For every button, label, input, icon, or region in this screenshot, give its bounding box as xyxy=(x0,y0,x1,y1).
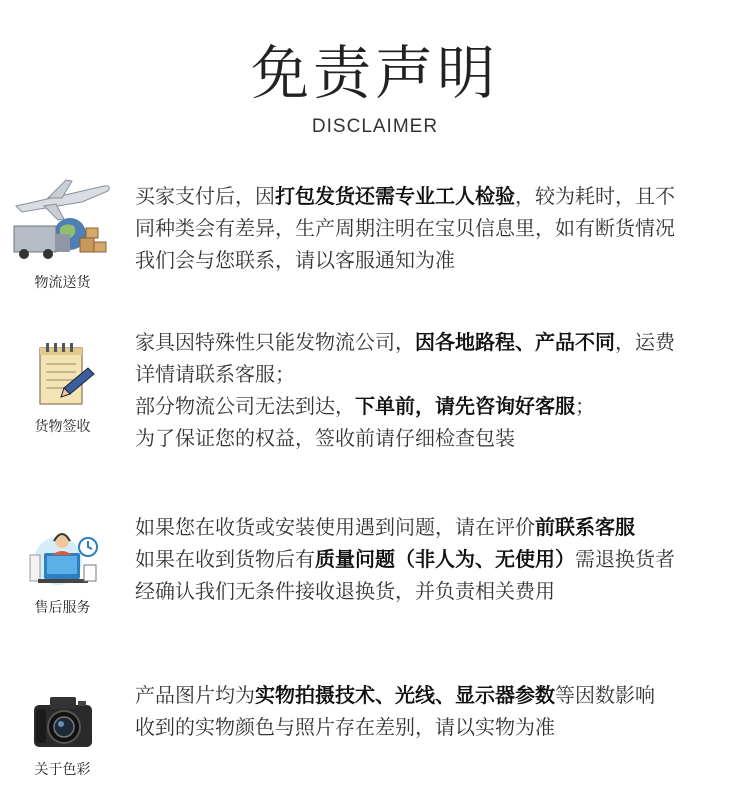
text-line xyxy=(135,422,747,454)
plain-text: 买家支付后，因 xyxy=(135,184,275,208)
plain-text: 经确认我们无条件接收退换货，并负责相关费用 xyxy=(135,579,555,603)
plain-text: ； xyxy=(575,394,595,418)
section-label: 货物签收 xyxy=(34,419,91,435)
receipt-icon-group xyxy=(0,340,125,436)
after-sales-icon-group xyxy=(0,525,125,617)
text-line xyxy=(135,326,747,358)
plain-text: ，运费 xyxy=(615,330,675,354)
plain-text: 如果在收到货物后有 xyxy=(135,547,315,571)
color-icon-group xyxy=(0,691,125,779)
text-line xyxy=(135,244,747,276)
text-line xyxy=(135,679,747,711)
plain-text: 收到的实物颜色与照片存在差别，请以实物为准 xyxy=(135,715,555,739)
section-label: 售后服务 xyxy=(34,600,91,616)
notepad-icon xyxy=(28,340,98,412)
section-text xyxy=(135,511,747,607)
text-line xyxy=(135,575,747,607)
text-line xyxy=(135,543,747,575)
emphasis-text: 因各地路程、产品不同 xyxy=(415,330,615,354)
section-label: 关于色彩 xyxy=(34,762,91,778)
section-label: 物流送货 xyxy=(34,275,91,291)
text-line xyxy=(135,390,747,422)
plain-text: 我们会与您联系，请以客服通知为准 xyxy=(135,248,455,272)
plain-text: 为了保证您的权益，签收前请仔细检查包装 xyxy=(135,426,515,450)
text-line xyxy=(135,212,747,244)
text-line xyxy=(135,358,747,390)
plain-text: 部分物流公司无法到达， xyxy=(135,394,355,418)
logistics-icon-group xyxy=(0,176,125,292)
section-text xyxy=(135,679,747,743)
text-line xyxy=(135,180,747,212)
page-title: 免责声明 xyxy=(250,39,499,107)
plain-text: 如果您在收货或安装使用遇到问题，请在评价 xyxy=(135,515,535,539)
text-line xyxy=(135,711,747,743)
plain-text: ，较为耗时，且不 xyxy=(515,184,675,208)
plain-text: 需退换货者 xyxy=(575,547,675,571)
section-logistics xyxy=(0,168,750,298)
plain-text: 同种类会有差异，生产周期注明在宝贝信息里，如有断货情况 xyxy=(135,216,675,240)
emphasis-text: 下单前，请先咨询好客服 xyxy=(355,394,575,418)
emphasis-text: 实物拍摄技术、光线、显示器参数 xyxy=(255,683,555,707)
section-text xyxy=(135,180,747,276)
plain-text: 家具因特殊性只能发物流公司， xyxy=(135,330,415,354)
camera-icon xyxy=(28,691,98,755)
emphasis-text: 质量问题（非人为、无使用） xyxy=(315,547,575,571)
section-color xyxy=(0,675,750,795)
plain-text: 详情请联系客服； xyxy=(135,362,295,386)
section-text xyxy=(135,326,747,454)
text-line xyxy=(135,511,747,543)
customer-service-icon xyxy=(24,525,102,593)
plain-text: 等因数影响 xyxy=(555,683,655,707)
plain-text: 产品图片均为 xyxy=(135,683,255,707)
section-after-sales xyxy=(0,505,750,635)
logistics-icon xyxy=(8,176,118,268)
emphasis-text: 打包发货还需专业工人检验 xyxy=(275,184,515,208)
section-receipt xyxy=(0,320,750,470)
page-subtitle: DISCLAIMER xyxy=(311,116,439,137)
emphasis-text: 前联系客服 xyxy=(535,515,635,539)
